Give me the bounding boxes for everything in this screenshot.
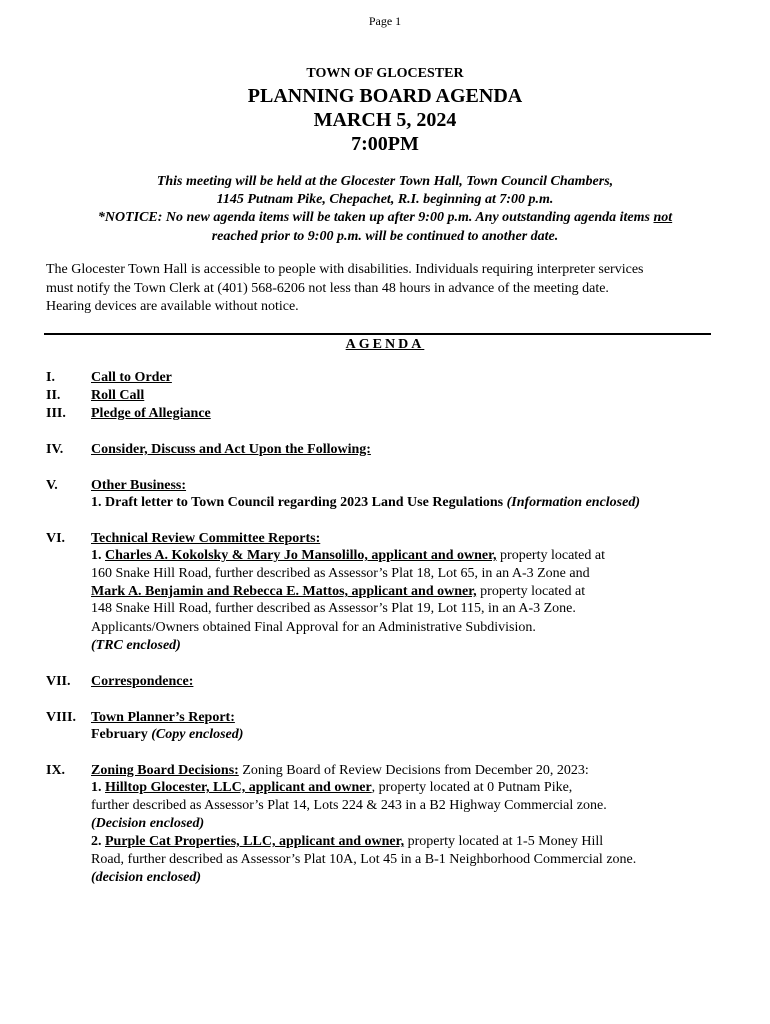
planner-report-month: February [91, 727, 152, 742]
notice-emphasis: not [653, 210, 673, 225]
accessibility-line-3: Hearing devices are available without notice. [46, 299, 299, 314]
planner-report-note: (Copy enclosed) [151, 727, 244, 742]
zoning-decision-note-2: (decision enclosed) [91, 870, 202, 885]
zoning-line-1 [91, 780, 572, 796]
item-number-viii: VIII. [46, 710, 76, 725]
trc-line-3-rest: property located at [476, 584, 586, 599]
item-call-to-order: Call to Order [91, 370, 172, 385]
item-zoning-decisions [91, 763, 589, 779]
zoning-line-2: further described as Assessor’s Plat 14, Lots 224 & 243 in a B2 Highway Commercial zone. [91, 798, 607, 813]
item-number-vii: VII. [46, 674, 71, 689]
item-trc-reports: Technical Review Committee Reports: [91, 531, 321, 546]
notice-line-4: reached prior to 9:00 p.m. will be continued to another date. [211, 229, 559, 244]
zoning-line-4-rest: property located at 1-5 Money Hill [404, 834, 604, 849]
item-number-ix: IX. [46, 763, 66, 778]
zoning-entry-1-number: 1. [91, 780, 105, 795]
item-town-planner-report: Town Planner’s Report: [91, 710, 235, 725]
item-number-vi: VI. [46, 531, 66, 546]
zoning-line-4 [91, 834, 603, 850]
town-name: TOWN OF GLOCESTER [306, 66, 464, 81]
zoning-applicant-1: Hilltop Glocester, LLC, applicant and owner [105, 780, 372, 795]
planner-report-entry [91, 727, 243, 743]
notice-line-1: This meeting will be held at the Glocester Town Hall, Town Council Chambers, [156, 174, 614, 189]
trc-line-5: Applicants/Owners obtained Final Approval for an Administrative Subdivision. [91, 620, 536, 635]
trc-line-1-rest: property located at [496, 548, 605, 563]
notice-line-2: 1145 Putnam Pike, Chepachet, R.I. beginning at 7:00 p.m. [216, 192, 554, 207]
agenda-heading: AGENDA [345, 337, 425, 352]
item-pledge: Pledge of Allegiance [91, 406, 211, 421]
horizontal-rule [44, 333, 711, 335]
other-business-text: 1. Draft letter to Town Council regarding 2023 Land Use Regulations [91, 495, 507, 510]
item-consider-discuss: Consider, Discuss and Act Upon the Following: [91, 442, 371, 457]
item-other-business: Other Business: [91, 478, 187, 493]
zoning-line-5: Road, further described as Assessor’s Plat 10A, Lot 45 in a B-1 Neighborhood Commercial zone. [91, 852, 637, 867]
zoning-label-rest: Zoning Board of Review Decisions from December 20, 2023: [238, 763, 589, 778]
accessibility-line-1: The Glocester Town Hall is accessible to people with disabilities. Individuals requiring interpreter services [46, 262, 644, 277]
item-number-v: V. [46, 478, 58, 493]
other-business-note: (Information enclosed) [506, 495, 640, 510]
zoning-line-1-rest: , property located at 0 Putnam Pike, [371, 780, 573, 795]
item-number-iv: IV. [46, 442, 64, 457]
trc-enclosed-note: (TRC enclosed) [91, 638, 181, 653]
item-number-i: I. [46, 370, 55, 385]
zoning-entry-2-number: 2. [91, 834, 105, 849]
item-correspondence: Correspondence: [91, 674, 194, 689]
trc-applicant-2: Mark A. Benjamin and Rebecca E. Mattos, applicant and owner, [91, 584, 477, 599]
other-business-entry [91, 495, 640, 511]
meeting-date: MARCH 5, 2024 [313, 109, 457, 131]
trc-line-4: 148 Snake Hill Road, further described as Assessor’s Plat 19, Lot 115, in an A-3 Zone. [91, 601, 576, 616]
trc-line-3 [91, 584, 585, 600]
item-number-ii: II. [46, 388, 61, 403]
trc-line-2: 160 Snake Hill Road, further described as Assessor’s Plat 18, Lot 65, in an A-3 Zone and [91, 566, 590, 581]
item-roll-call: Roll Call [91, 388, 145, 403]
zoning-label: Zoning Board Decisions: [91, 763, 239, 778]
meeting-time: 7:00PM [351, 133, 419, 155]
zoning-applicant-2: Purple Cat Properties, LLC, applicant and owner, [105, 834, 405, 849]
notice-text: *NOTICE: No new agenda items will be taken up after 9:00 p.m. Any outstanding agenda items [97, 210, 654, 225]
item-number-iii: III. [46, 406, 66, 421]
trc-line-1 [91, 548, 605, 564]
page-number: Page 1 [368, 14, 402, 28]
zoning-decision-note-1: (Decision enclosed) [91, 816, 205, 831]
trc-entry-number: 1. [91, 548, 105, 563]
trc-applicant-1: Charles A. Kokolsky & Mary Jo Mansolillo, applicant and owner, [105, 548, 497, 563]
notice-line-3 [0, 210, 770, 226]
accessibility-line-2: must notify the Town Clerk at (401) 568-6206 not less than 48 hours in advance of the meeting date. [46, 281, 609, 296]
agenda-title: PLANNING BOARD AGENDA [247, 85, 523, 107]
